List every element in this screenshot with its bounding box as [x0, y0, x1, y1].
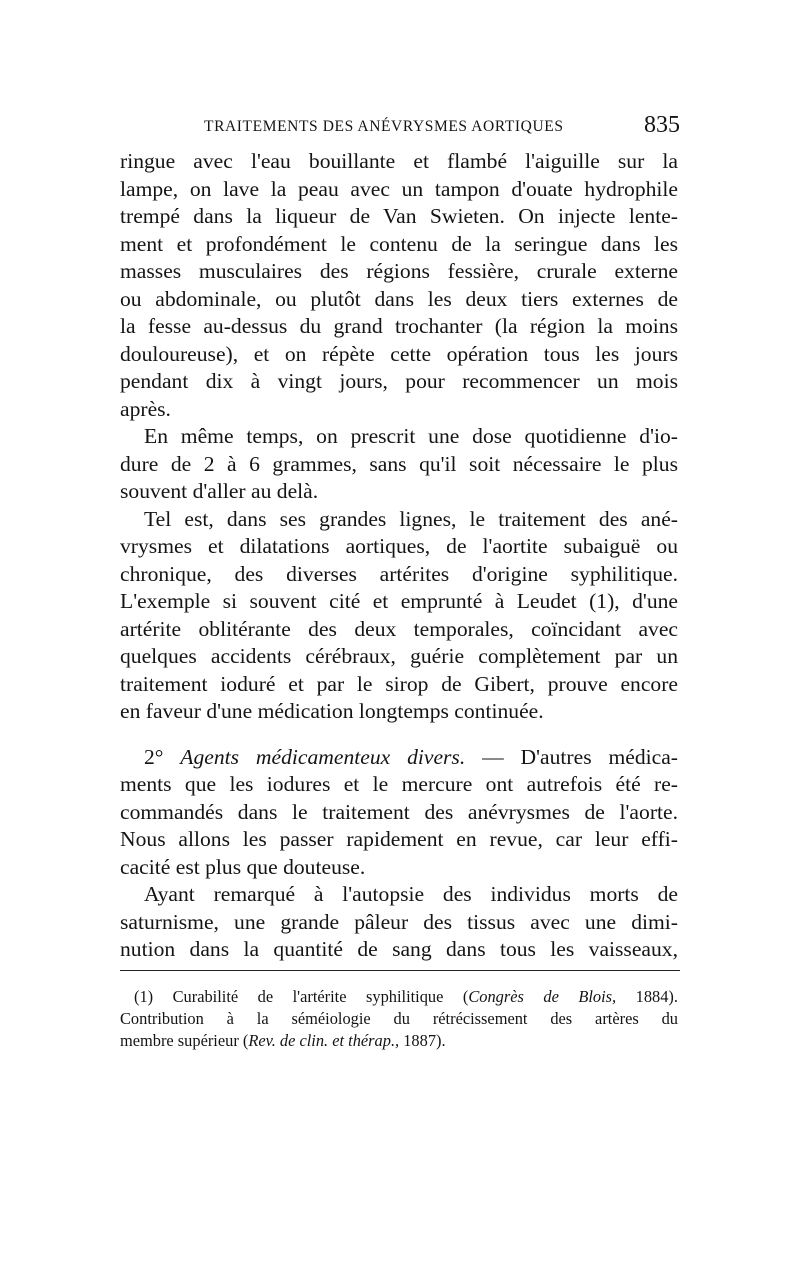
body-text [120, 148, 678, 964]
text-line: L'exemple si souvent cité et emprunté à Leudet (1), d'une [120, 589, 678, 613]
text-line: ou abdominale, ou plutôt dans les deux tiers externes de [120, 286, 678, 311]
text-line: après. [120, 396, 171, 421]
section-gap [120, 726, 678, 744]
text-line: vrysmes et dilatations aortiques, de l'aortite subaiguë ou [120, 534, 678, 558]
text-line: Ayant remarqué à l'autopsie des individus morts de [144, 882, 678, 906]
footnote-line [120, 986, 678, 1008]
footnote-citation: Congrès de Blois, [468, 987, 617, 1006]
section-heading-line [120, 744, 678, 772]
text-line: Tel est, dans ses grandes lignes, le traitement des ané- [144, 506, 678, 531]
text-line: En même temps, on prescrit une dose quotidienne d'io- [144, 424, 678, 448]
footnote-divider [120, 970, 680, 971]
footnote-text: 1887). [399, 1031, 446, 1050]
text-line: commandés dans le traitement des anévrysmes de l'aorte. [120, 799, 678, 824]
footnote-text: membre supérieur ( [120, 1031, 249, 1050]
text-line: ment et profondément le contenu de la seringue dans les [120, 231, 678, 256]
footnote-line [120, 1030, 678, 1052]
text-line: cacité est plus que douteuse. [120, 854, 366, 879]
text-line: trempé dans la liqueur de Van Swieten. On injecte lente- [120, 204, 678, 228]
text-line: Nous allons les passer rapidement en revue, car leur effi- [120, 827, 678, 851]
text-line: saturnisme, une grande pâleur des tissus avec une dimi- [120, 909, 678, 934]
footnotes [120, 986, 678, 1052]
footnote-text: (1) Curabilité de l'artérite syphilitique ( [134, 987, 469, 1006]
text-line: masses musculaires des régions fessière, crurale externe [120, 259, 678, 283]
section-heading: Agents médicamenteux divers. [180, 744, 466, 769]
text-line: la fesse au-dessus du grand trochanter (la région la moins [120, 314, 678, 338]
text-line: douloureuse), et on répète cette opération tous les jours [120, 341, 678, 366]
section-lead: — D'autres médica- [482, 744, 678, 769]
text-line: artérite oblitérante des deux temporales, coïncidant avec [120, 616, 678, 641]
text-line: lampe, on lave la peau avec un tampon d'ouate hydrophile [120, 176, 678, 201]
footnote-line: Contribution à la séméiologie du rétrécissement des artères du [120, 1009, 678, 1028]
text-line: pendant dix à vingt jours, pour recommencer un mois [120, 369, 678, 393]
text-line: nution dans la quantité de sang dans tous les vaisseaux, [120, 937, 678, 961]
text-line: quelques accidents cérébraux, guérie complètement par un [120, 644, 678, 668]
footnote-citation: Rev. de clin. et thérap., [248, 1031, 400, 1050]
text-line: chronique, des diverses artérites d'origine syphilitique. [120, 561, 678, 586]
text-line: ringue avec l'eau bouillante et flambé l'aiguille sur la [120, 149, 678, 173]
footnote-text: 1884). [616, 987, 678, 1006]
text-line: ments que les iodures et le mercure ont autrefois été re- [120, 772, 678, 796]
text-line: souvent d'aller au delà. [120, 479, 319, 503]
text-line: traitement ioduré et par le sirop de Gibert, prouve encore [120, 671, 678, 696]
running-title: TRAITEMENTS DES ANÉVRYSMES AORTIQUES [204, 118, 564, 135]
page-number: 835 [644, 112, 680, 138]
section-number: 2° [144, 744, 164, 769]
running-head [120, 112, 680, 146]
text-line: dure de 2 à 6 grammes, sans qu'il soit nécessaire le plus [120, 451, 678, 476]
text-line: en faveur d'une médication longtemps continuée. [120, 699, 544, 723]
